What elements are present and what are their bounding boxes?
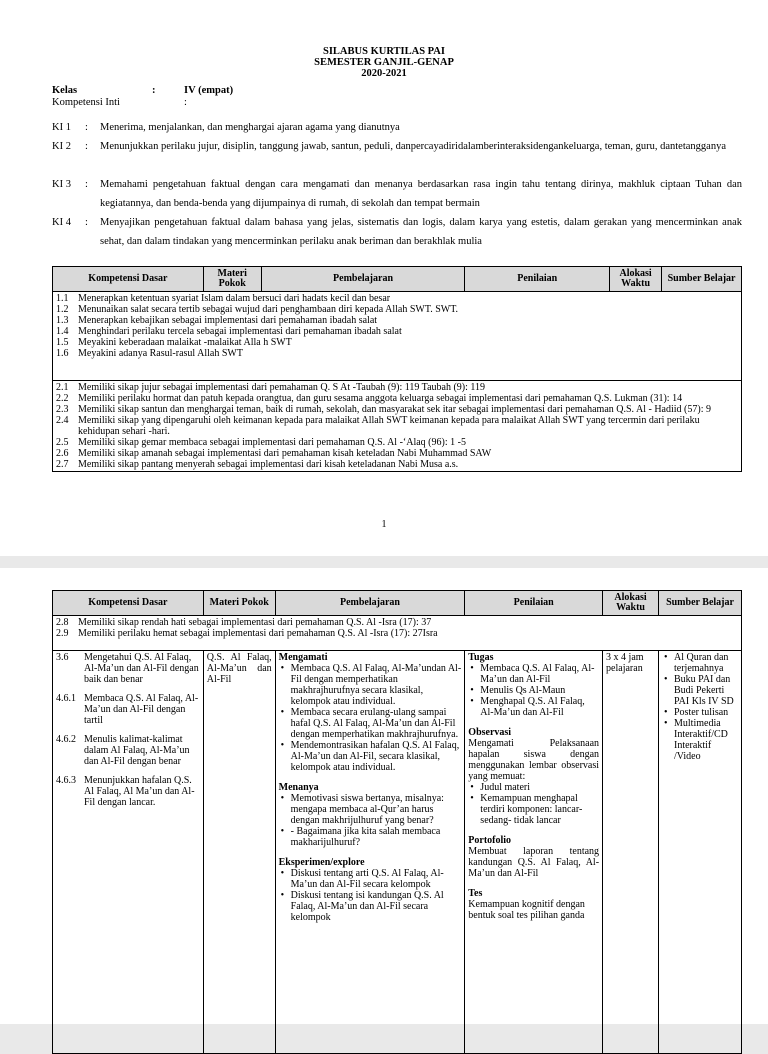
list-item: • Membaca Q.S. Al Falaq, Al-Ma’undan Al-Fil dengan memperhatikan makhrajhurufnya secara klasikal, kelompok atau individual.	[279, 663, 462, 707]
table-header-row	[53, 591, 742, 616]
list-item: 2.1 Memiliki sikap jujur sebagai implementasi dari pemahaman Q. S At -Taubah (9): 119 Taubah (9): 119	[56, 382, 486, 393]
list-item: 2.8 Memiliki sikap rendah hati sebagai implementasi dari pemahaman Q.S. Al -Isra (17): 37	[56, 617, 432, 628]
header-sumber-belajar: Sumber Belajar	[659, 591, 742, 616]
list-item: • Menulis Qs Al-Maun	[468, 685, 599, 696]
list-item: 4.6.1 Membaca Q.S. Al Falaq, Al-Ma’un dan Al-Fil dengan tartil	[56, 693, 199, 726]
list-item: • Buku PAI dan Budi Pekerti PAI Kls IV SD	[662, 674, 738, 707]
alokasi-waktu-cell: 3 x 4 jam pelajaran	[603, 651, 659, 1054]
list-item: 1.2 Menunaikan salat secara tertib sebagai wujud dari penghambaan diri kepada Allah SWT. SWT.	[56, 304, 459, 315]
header-materi-pokok: Materi Pokok	[203, 267, 261, 292]
header-alokasi-waktu: Alokasi Waktu	[603, 591, 659, 616]
menanya-heading: Menanya	[278, 782, 319, 793]
list-item: • Judul materi	[468, 782, 599, 793]
list-item: • Al Quran dan terjemahnya	[662, 652, 738, 674]
ki-code: KI 4	[52, 217, 71, 228]
list-item: • Membaca Q.S. Al Falaq, Al-Ma’un dan Al-Fil	[468, 663, 599, 685]
list-item: • Diskusi tentang arti Q.S. Al Falaq, Al-Ma’un dan Al-Fil secara kelompok	[279, 868, 462, 890]
header-pembelajaran: Pembelajaran	[261, 267, 465, 292]
list-item: 1.4 Menghindari perilaku tercela sebagai implementasi dari pemahaman ibadah salat	[56, 326, 402, 337]
table-row	[53, 616, 742, 651]
mengamati-heading: Mengamati	[278, 652, 328, 663]
kelas-value: IV (empat)	[184, 85, 234, 96]
document-title	[0, 46, 768, 79]
ki-text: Memahami pengetahuan faktual dengan cara mengamati dan menanya berdasarkan rasa ingin tahu tentang dirinya, makhluk ciptaan Tuhan dan kegiatannya, dan benda-benda yang dijumpainya di rumah, di sekolah dan tempat bermain	[100, 179, 742, 209]
eksperimen-heading: Eksperimen/explore	[278, 857, 365, 868]
ki-text: Menyajikan pengetahuan faktual dalam bahasa yang jelas, sistematis dan logis, dalam karya yang estetis, dalam gerakan yang mencerminkan anak sehat, dan dalam tindakan yang mencerminkan perilaku anak beriman dan berakhlak mulia	[100, 217, 742, 247]
kompetensi-inti-label: Kompetensi Inti	[52, 97, 120, 108]
kompetensi-dasar-cell	[53, 651, 204, 1054]
ki-code: KI 1	[52, 122, 71, 133]
document-page-2	[0, 568, 768, 1024]
list-item: 3.6 Mengetahui Q.S. Al Falaq, Al-Ma’un dan Al-Fil dengan baik dan benar	[56, 652, 199, 685]
page-number: 1	[381, 519, 387, 530]
ki-code: KI 3	[52, 179, 71, 190]
header-pembelajaran: Pembelajaran	[275, 591, 465, 616]
list-item: 1.3 Menerapkan kebajikan sebagai implementasi dari pemahaman ibadah salat	[56, 315, 378, 326]
kelas-colon: :	[152, 85, 156, 96]
title-line-1: SILABUS KURTILAS PAI	[323, 46, 445, 57]
ki-text: Menunjukkan perilaku jujur, disiplin, tanggung jawab, santun, peduli, danpercayadiridalamberinteraksidengankeluarga, teman, guru, dantetangganya	[100, 141, 726, 152]
kd-group-1	[53, 292, 742, 381]
list-item: • Memotivasi siswa bertanya, misalnya: mengapa membaca al-Qur’an harus dengan makhrijulhuruf yang benar?	[279, 793, 462, 826]
title-line-3: 2020-2021	[361, 68, 407, 79]
header-materi-pokok: Materi Pokok	[203, 591, 275, 616]
sumber-belajar-cell	[659, 651, 742, 1054]
header-penilaian: Penilaian	[465, 267, 610, 292]
list-item: 2.3 Memiliki sikap santun dan menghargai teman, baik di rumah, sekolah, dan masyarakat sek itar sebagai implementasi dari pemahaman Q.S. Al - Hadiid (57): 9	[56, 404, 711, 415]
ki-text: Menerima, menjalankan, dan menghargai ajaran agama yang dianutnya	[100, 122, 400, 133]
table-row	[53, 292, 742, 381]
portofolio-text: Membuat laporan tentang kandungan Q.S. Al Falaq, Al-Ma’un dan Al-Fil	[468, 846, 600, 879]
list-item: • - Bagaimana jika kita salah membaca makharijulhuruf?	[279, 826, 462, 848]
list-item: • Menghapal Q.S. Al Falaq, Al-Ma’un dan Al-Fil	[468, 696, 599, 718]
header-penilaian: Penilaian	[465, 591, 603, 616]
list-item: 4.6.2 Menulis kalimat-kalimat dalam Al Falaq, Al-Ma’un dan Al-Fil dengan benar	[56, 734, 190, 767]
list-item: • Diskusi tentang isi kandungan Q.S. Al Falaq, Al-Ma’un dan Al-Fil secara kelompok	[279, 890, 462, 923]
kompetensi-inti-colon: :	[184, 97, 187, 108]
list-item: • Mendemontrasikan hafalan Q.S. Al Falaq, Al-Ma’un dan Al-Fil, secara klasikal, kelompok atau individual.	[279, 740, 462, 773]
table-row	[53, 381, 742, 472]
ki-code: KI 2	[52, 141, 71, 152]
portofolio-heading: Portofolio	[468, 835, 512, 846]
list-item: 1.1 Menerapkan ketentuan syariat Islam dalam bersuci dari hadats kecil dan besar	[56, 293, 391, 304]
syllabus-table-page-2	[52, 590, 742, 1054]
list-item: 2.9 Memiliki perilaku hemat sebagai implementasi dari pemahaman Q.S. Al -Isra (17): 27Isra	[56, 628, 438, 639]
list-item: • Kemampuan menghapal terdiri komponen: lancar-sedang- tidak lancar	[468, 793, 599, 826]
list-item: 2.5 Memiliki sikap gemar membaca sebagai implementasi dari pemahaman Q.S. Al -‘Alaq (96): 1 -5	[56, 437, 466, 448]
header-sumber-belajar: Sumber Belajar	[662, 267, 742, 292]
ki-4: KI 4 : Menyajikan pengetahuan faktual dalam bahasa yang jelas, sistematis dan logis, dalam karya yang estetis, dalam gerakan yang mencerminkan anak sehat, dan dalam tindakan yang mencerminkan perilaku anak beriman dan berakhlak mulia	[52, 213, 742, 251]
observasi-text: Mengamati Pelaksanaan hapalan siswa dengan menggunakan lembar observasi yang memuat:	[468, 738, 600, 782]
list-item: • Poster tulisan	[662, 707, 738, 718]
title-line-2: SEMESTER GANJIL-GENAP	[314, 57, 454, 68]
list-item: 2.7 Memiliki sikap pantang menyerah sebagai implementasi dari kisah keteladanan Nabi Musa a.s.	[56, 459, 459, 470]
tugas-heading: Tugas	[468, 652, 494, 663]
header-alokasi-waktu: Alokasi Waktu	[610, 267, 662, 292]
table-header-row	[53, 267, 742, 292]
list-item: 2.2 Memiliki perilaku hormat dan patuh kepada orangtua, dan guru sesama anggota keluarga sebagai implementasi dari pemahaman Q.S. Lukman (31): 14	[56, 393, 683, 404]
tes-text: Kemampuan kognitif dengan bentuk soal tes pilihan ganda	[468, 899, 585, 921]
syllabus-table-page-1	[52, 266, 742, 472]
list-item: 1.5 Meyakini keberadaan malaikat -malaikat Alla h SWT	[56, 337, 292, 348]
ki-3: KI 3 : Memahami pengetahuan faktual dengan cara mengamati dan menanya berdasarkan rasa ingin tahu tentang dirinya, makhluk ciptaan Tuhan dan kegiatannya, dan benda-benda yang dijumpainya di rumah, di sekolah dan tempat bermain	[52, 175, 742, 213]
list-item: • Multimedia Interaktif/CD Interaktif /Video	[662, 718, 738, 762]
list-item: • Membaca secara erulang-ulang sampai hafal Q.S. Al Falaq, Al-Ma’un dan Al-Fil dengan memperhatikan makhrajhurufnya.	[279, 707, 462, 740]
pembelajaran-cell	[275, 651, 465, 1054]
kelas-label: Kelas	[52, 85, 78, 96]
kd-group-2	[53, 381, 742, 472]
list-item: 4.6.3 Menunjukkan hafalan Q.S. Al Falaq, Al Ma’un dan Al-Fil dengan lancar.	[56, 775, 195, 808]
list-item: 1.6 Meyakini adanya Rasul-rasul Allah SWT	[56, 348, 243, 359]
ki-2: KI 2 : Menunjukkan perilaku jujur, disiplin, tanggung jawab, santun, peduli, danpercayadiridalamberinteraksidengankeluarga, teman, guru, dantetangganya	[52, 137, 742, 156]
ki-1: KI 1 : Menerima, menjalankan, dan menghargai ajaran agama yang dianutnya	[52, 118, 742, 137]
kelas-block	[52, 85, 233, 109]
list-item: 2.6 Memiliki sikap amanah sebagai implementasi dari pemahaman kisah keteladan Nabi Muhammad SAW	[56, 448, 492, 459]
header-kompetensi-dasar: Kompetensi Dasar	[53, 591, 204, 616]
list-item: 2.4 Memiliki sikap yang dipengaruhi oleh keimanan kepada para malaikat Allah SWT keimanan kepada para malaikat Allah SWT yang tercermin dari perilaku kehidupan sehari -hari.	[56, 415, 700, 437]
observasi-heading: Observasi	[468, 727, 512, 738]
kd-group-top	[53, 616, 742, 651]
header-kompetensi-dasar: Kompetensi Dasar	[53, 267, 204, 292]
table-row	[53, 651, 742, 1054]
materi-pokok-cell: Q.S. Al Falaq, Al-Ma’un dan Al-Fil	[203, 651, 275, 1054]
tes-heading: Tes	[468, 888, 483, 899]
penilaian-cell	[465, 651, 603, 1054]
